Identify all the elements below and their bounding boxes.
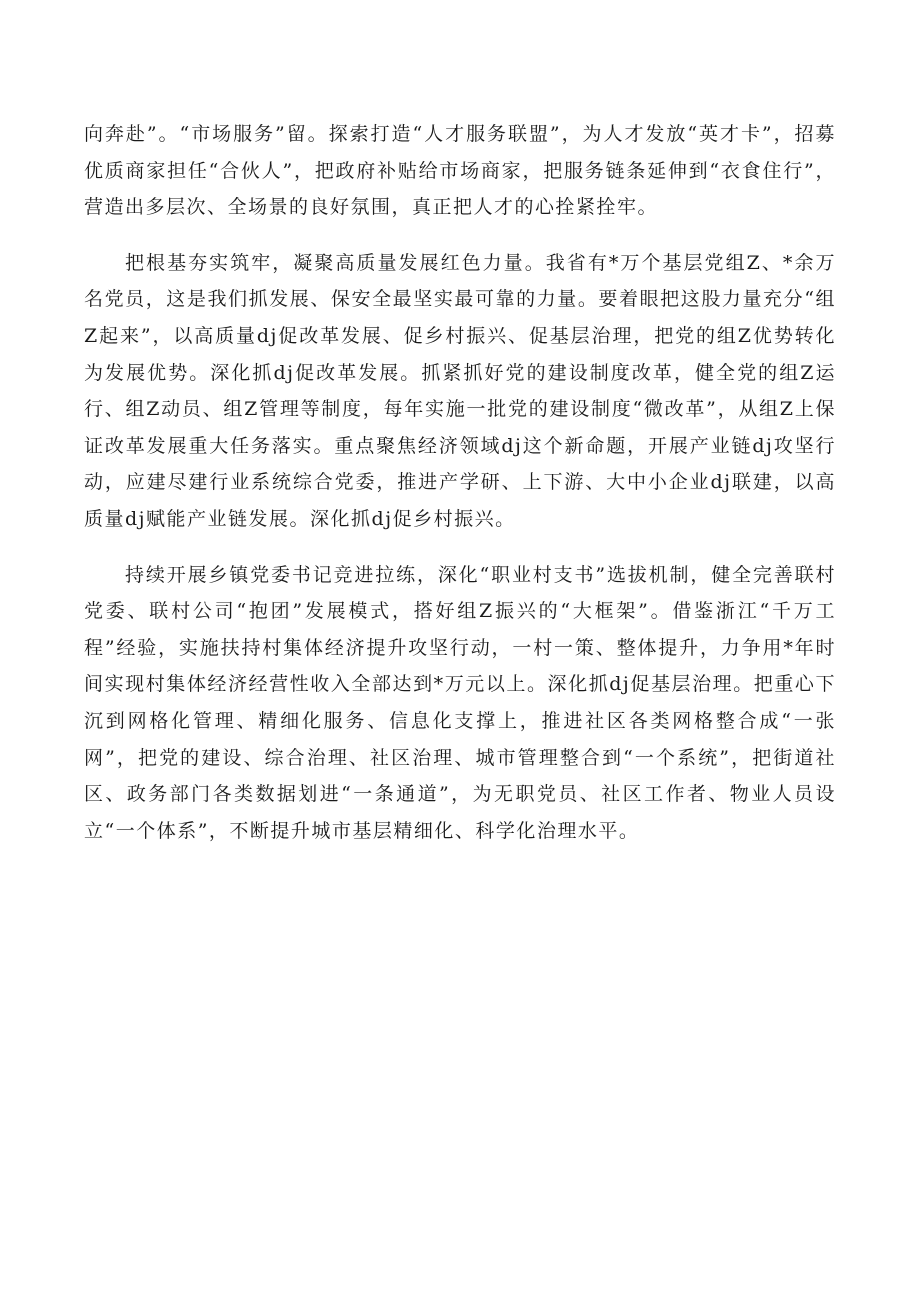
paragraph-1: 向奔赴”。“市场服务”留。探索打造“人才服务联盟”，为人才发放“英才卡”，招募优质商家担任“合伙人”，把政府补贴给市场商家，把服务链条延伸到“衣食住行”，营造出多层次、全场景的良好氛围，真正把人才的心拴紧拴牢。 — [84, 123, 836, 219]
paragraph-2: 把根基夯实筑牢，凝聚高质量发展红色力量。我省有*万个基层党组Z、*余万名党员，这是我们抓发展、保安全最坚实最可靠的力量。要着眼把这股力量充分“组Z起来”，以高质量dj促改革发展、促乡村振兴、促基层治理，把党的组Z优势转化为发展优势。深化抓dj促改革发展。抓紧抓好党的建设制度改革，健全党的组Z运行、组Z动员、组Z管理等制度，每年实施一批党的建设制度“微改革”，从组Z上保证改革发展重大任务落实。重点聚焦经济领域dj这个新命题，开展产业链dj攻坚行动，应建尽建行业系统综合党委，推进产学研、上下游、大中小企业dj联建，以高质量dj赋能产业链发展。深化抓dj促乡村振兴。 — [84, 251, 836, 530]
body-text — [84, 116, 836, 849]
paragraph-3: 持续开展乡镇党委书记竞进拉练，深化“职业村支书”选拔机制，健全完善联村党委、联村公司“抱团”发展模式，搭好组Z振兴的“大框架”。借鉴浙江“千万工程”经验，实施扶持村集体经济提升攻坚行动，一村一策、整体提升，力争用*年时间实现村集体经济经营性收入全部达到*万元以上。深化抓dj促基层治理。把重心下沉到网格化管理、精细化服务、信息化支撑上，推进社区各类网格整合成“一张网”，把党的建设、综合治理、社区治理、城市管理整合到“一个系统”，把街道社区、政务部门各类数据划进“一条通道”，为无职党员、社区工作者、物业人员设立“一个体系”，不断提升城市基层精细化、科学化治理水平。 — [84, 563, 836, 842]
